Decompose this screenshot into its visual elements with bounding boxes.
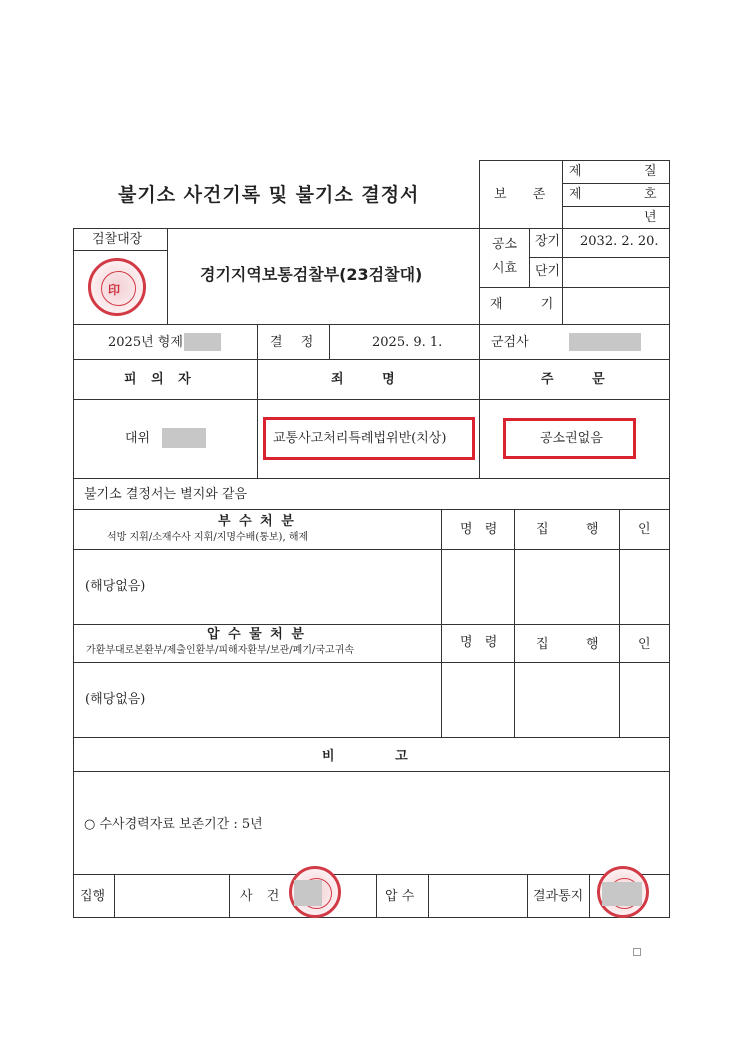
ancillary-content: (해당없음) — [85, 579, 146, 594]
remarks-content: ○ 수사경력자료 보존기간 : 5년 — [84, 817, 263, 832]
seized-title: 압 수 물 처 분 — [207, 627, 306, 642]
seized-exec-label-2: 행 — [586, 637, 599, 652]
document-title: 불기소 사건기록 및 불기소 결정서 — [118, 184, 420, 206]
disposition-text: 공소권없음 — [540, 431, 603, 446]
reactivation-label: 재 기 — [490, 297, 554, 312]
ancillary-exec-label-3: 인 — [638, 522, 651, 537]
note-same: 불기소 결정서는 별지와 같음 — [84, 487, 248, 502]
header-suspect: 피 의 자 — [124, 372, 191, 387]
official-seal-1: 印 — [88, 258, 146, 316]
preservation-label: 보 존 — [494, 187, 546, 202]
office-label: 검찰대장 — [92, 232, 143, 247]
long-term-value: 2032. 2. 20. — [580, 234, 659, 249]
redacted-case-seal — [294, 880, 322, 906]
footer-seizure: 압 수 — [385, 889, 415, 904]
seized-content: (해당없음) — [85, 692, 146, 707]
ancillary-subtitle: 석방 지휘/소재수사 지휘/지명수배(통보), 해제 — [107, 532, 309, 543]
header-charge: 죄 명 — [331, 372, 395, 387]
seized-exec-label-3: 인 — [638, 637, 651, 652]
footer-execution: 집행 — [80, 889, 106, 904]
ancillary-exec-label-1: 집 — [536, 522, 549, 537]
office-name: 경기지역보통검찰부(23검찰대) — [200, 265, 423, 284]
remarks-title: 비 고 — [322, 749, 408, 764]
prosecution-limit-label-1: 공소 — [492, 237, 518, 252]
preservation-row2-b: 호 — [644, 187, 657, 202]
ancillary-title: 부 수 처 분 — [218, 514, 296, 529]
redacted-case-number — [184, 333, 221, 351]
seized-subtitle: 가환부대로본환부/제출인환부/피해자환부/보관/폐기/국고귀속 — [86, 645, 355, 656]
case-number-prefix: 2025년 형제 — [108, 335, 183, 350]
decision-label: 결 정 — [270, 335, 314, 350]
redacted-suspect-name — [162, 428, 206, 448]
ancillary-order-label: 명 령 — [460, 522, 498, 537]
seized-exec-label-1: 집 — [536, 637, 549, 652]
preservation-row1-a: 제 — [569, 164, 582, 179]
redacted-prosecutor — [569, 333, 641, 351]
footer-result-notice: 결과통지 — [533, 889, 584, 904]
footer-case: 사 건 — [240, 889, 280, 904]
page-mark-icon — [633, 948, 641, 956]
suspect-rank: 대위 — [125, 431, 151, 446]
charge-text: 교통사고처리특례법위반(치상) — [273, 431, 447, 446]
header-disposition: 주 문 — [541, 372, 605, 387]
short-term-label: 단기 — [535, 264, 561, 279]
preservation-row2-a: 제 — [569, 187, 582, 202]
redacted-result-seal — [602, 882, 642, 906]
prosecutor-label: 군검사 — [491, 335, 529, 350]
prosecution-limit-label-2: 시효 — [492, 261, 518, 276]
decision-date: 2025. 9. 1. — [372, 335, 443, 350]
seized-order-label: 명 령 — [460, 635, 498, 650]
ancillary-exec-label-2: 행 — [586, 522, 599, 537]
preservation-row1-b: 질 — [644, 164, 657, 179]
preservation-row3: 년 — [644, 210, 657, 225]
long-term-label: 장기 — [535, 234, 561, 249]
